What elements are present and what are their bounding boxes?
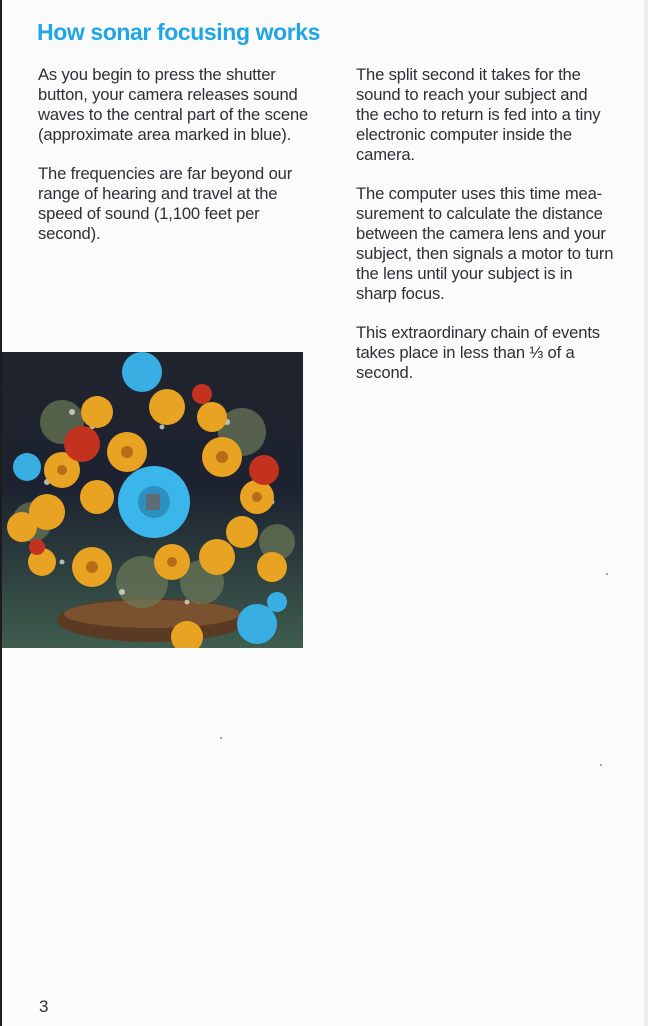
paragraph: The split second it takes for the sound to reach your subject and the echo to return is fed into a tiny electronic computer inside the camera. [356, 65, 601, 164]
sonar-target-area [118, 466, 190, 538]
paragraph: The frequencies are far beyond our range of hearing and travel at the speed of sound (1,100 feet per second). [38, 164, 293, 243]
flower-illustration [2, 352, 303, 648]
left-text-column [38, 65, 338, 263]
paragraph: As you begin to press the shutter button, your camera releases sound waves to the central part of the scene (approximate area marked in blue). [38, 65, 309, 144]
paragraph: This extraordinary chain of events takes place in less than ⅓ of a second. [356, 323, 600, 382]
right-text-column [356, 65, 641, 402]
page-number: 3 [39, 997, 49, 1016]
print-speck [606, 573, 608, 575]
page-title: How sonar focusing works [37, 19, 321, 45]
flower-arrangement-photo [2, 352, 303, 648]
paragraph: The computer uses this time mea- surement to calculate the distance between the camera lens and your subject, then signals a motor to turn the lens until your subject is in sharp focus. [356, 184, 614, 303]
print-speck [220, 737, 222, 739]
print-speck [600, 764, 602, 766]
page-right-edge [644, 0, 648, 1026]
